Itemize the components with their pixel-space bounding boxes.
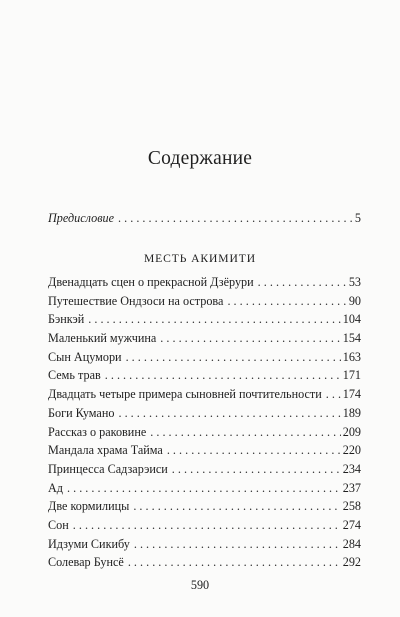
toc-entry (48, 425, 361, 444)
toc-entry-page: 189 (342, 405, 361, 420)
toc-entry-page: 258 (342, 499, 361, 514)
toc-entry-page: 174 (342, 387, 361, 402)
leader-dots (118, 211, 353, 226)
leader-dots (126, 350, 341, 365)
toc-entry-page: 237 (342, 480, 361, 495)
toc-entry-title: Бэнкэй (48, 312, 85, 327)
toc-entry-page: 274 (342, 517, 361, 532)
toc-entry (48, 387, 361, 406)
leader-dots (150, 425, 340, 440)
section-title: МЕСТЬ АКИМИТИ (143, 252, 257, 265)
toc-entry (48, 555, 361, 574)
toc-entry-title: Путешествие Ондзоси на острова (48, 293, 224, 308)
toc-entry-title: Сон (48, 517, 69, 532)
toc-entry-page: 154 (342, 331, 361, 346)
toc-entry-title: Сын Ацумори (48, 349, 122, 364)
toc-entry-page: 234 (342, 461, 361, 476)
toc-entry-title: Принцесса Садзарэиси (48, 461, 168, 476)
toc-entry (48, 294, 361, 313)
toc-list (48, 275, 361, 574)
toc-entry-title: Двенадцать сцен о прекрасной Дзёрури (48, 275, 254, 289)
toc-entry-page: 90 (348, 293, 361, 308)
leader-dots (160, 331, 340, 346)
leader-dots (326, 387, 341, 402)
toc-entry-title: Двадцать четыре примера сыновней почтительности (48, 387, 322, 402)
toc-entry-title: Предисловие (48, 211, 115, 225)
toc-entry-title: Семь трав (48, 368, 101, 383)
toc-entry-page: 5 (354, 211, 361, 225)
toc-entry-page: 163 (342, 349, 361, 364)
leader-dots (258, 275, 347, 290)
toc-entry (48, 462, 361, 481)
toc-entry (48, 518, 361, 537)
toc-entry-title: Боги Кумано (48, 405, 115, 420)
leader-dots (128, 555, 341, 570)
toc-entry (48, 331, 361, 350)
toc-entry-page: 209 (342, 424, 361, 439)
toc-entry-preface (48, 211, 361, 226)
toc-entry-page: 171 (342, 368, 361, 383)
toc-entry-page: 220 (342, 443, 361, 458)
toc-entry (48, 481, 361, 500)
toc-entry (48, 406, 361, 425)
toc-entry-page: 292 (342, 555, 361, 570)
leader-dots (134, 537, 341, 552)
toc-entry (48, 350, 361, 369)
toc-entry-title: Мандала храма Тайма (48, 443, 163, 458)
leader-dots (105, 368, 341, 383)
toc-entry (48, 275, 361, 294)
page-number: 590 (190, 578, 210, 592)
toc-entry-title: Идзуми Сикибу (48, 536, 130, 551)
toc-entry (48, 499, 361, 518)
leader-dots (88, 312, 340, 327)
toc-entry-page: 53 (348, 275, 361, 289)
toc-entry-title: Маленький мужчина (48, 331, 157, 346)
leader-dots (227, 294, 346, 309)
page-title: Содержание (147, 148, 253, 169)
leader-dots (167, 443, 341, 458)
toc-entry-title: Ад (48, 480, 64, 495)
toc-entry (48, 368, 361, 387)
leader-dots (172, 462, 341, 477)
toc-entry (48, 312, 361, 331)
toc-entry (48, 443, 361, 462)
toc-entry-title: Две кормилицы (48, 499, 130, 514)
toc-entry-title: Рассказ о раковине (48, 424, 147, 439)
leader-dots (73, 518, 341, 533)
leader-dots (67, 481, 341, 496)
leader-dots (118, 406, 340, 421)
toc-entry-page: 104 (342, 312, 361, 327)
toc-entry (48, 537, 361, 556)
toc-entry-page: 284 (342, 536, 361, 551)
toc-entry-title: Солевар Бунсё (48, 555, 124, 570)
leader-dots (133, 499, 340, 514)
